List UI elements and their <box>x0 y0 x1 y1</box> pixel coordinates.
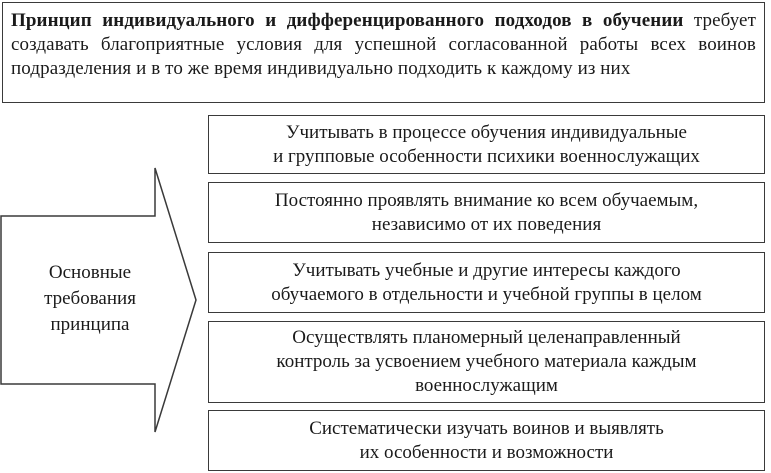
requirement-line: и групповые особенности психики военнослужащих <box>273 145 700 167</box>
arrow-label-line: требования <box>44 288 136 309</box>
principle-title: Принцип индивидуального и дифференцированного подходов в обучении <box>11 10 684 31</box>
principle-header-box <box>2 2 765 103</box>
requirement-line: их особенности и возможности <box>359 441 614 463</box>
requirement-line: контроль за усвоением учебного материала каждым <box>276 351 697 372</box>
requirement-line: Учитывать учебные и другие интересы каждого <box>292 259 681 281</box>
requirement-line: Осуществлять планомерный целенаправленный <box>292 327 681 348</box>
requirement-line: Систематически изучать воинов и выявлять <box>309 417 664 439</box>
requirement-line: независимо от их поведения <box>371 213 602 235</box>
requirement-box-5 <box>208 410 765 471</box>
requirement-box-2 <box>208 182 765 243</box>
requirement-line: военнослужащим <box>415 375 558 396</box>
requirement-box-1 <box>208 115 765 174</box>
arrow-label-line: принципа <box>50 314 130 335</box>
requirement-line: обучаемого в отдельности и учебной группы в целом <box>271 283 702 305</box>
requirement-line: Учитывать в процессе обучения индивидуальные <box>286 121 687 143</box>
requirement-line: Постоянно проявлять внимание ко всем обучаемым, <box>274 189 699 211</box>
arrow-label <box>10 260 170 338</box>
requirement-box-4 <box>208 321 765 403</box>
arrow-label-line: Основные <box>48 262 132 283</box>
main-requirements-arrow <box>0 160 200 460</box>
principle-description: требует создавать благоприятные условия для успешной согласованной работы всех воинов подразделения и в то же время индивидуально подходить к каждому из них <box>11 10 756 79</box>
requirement-box-3 <box>208 252 765 313</box>
